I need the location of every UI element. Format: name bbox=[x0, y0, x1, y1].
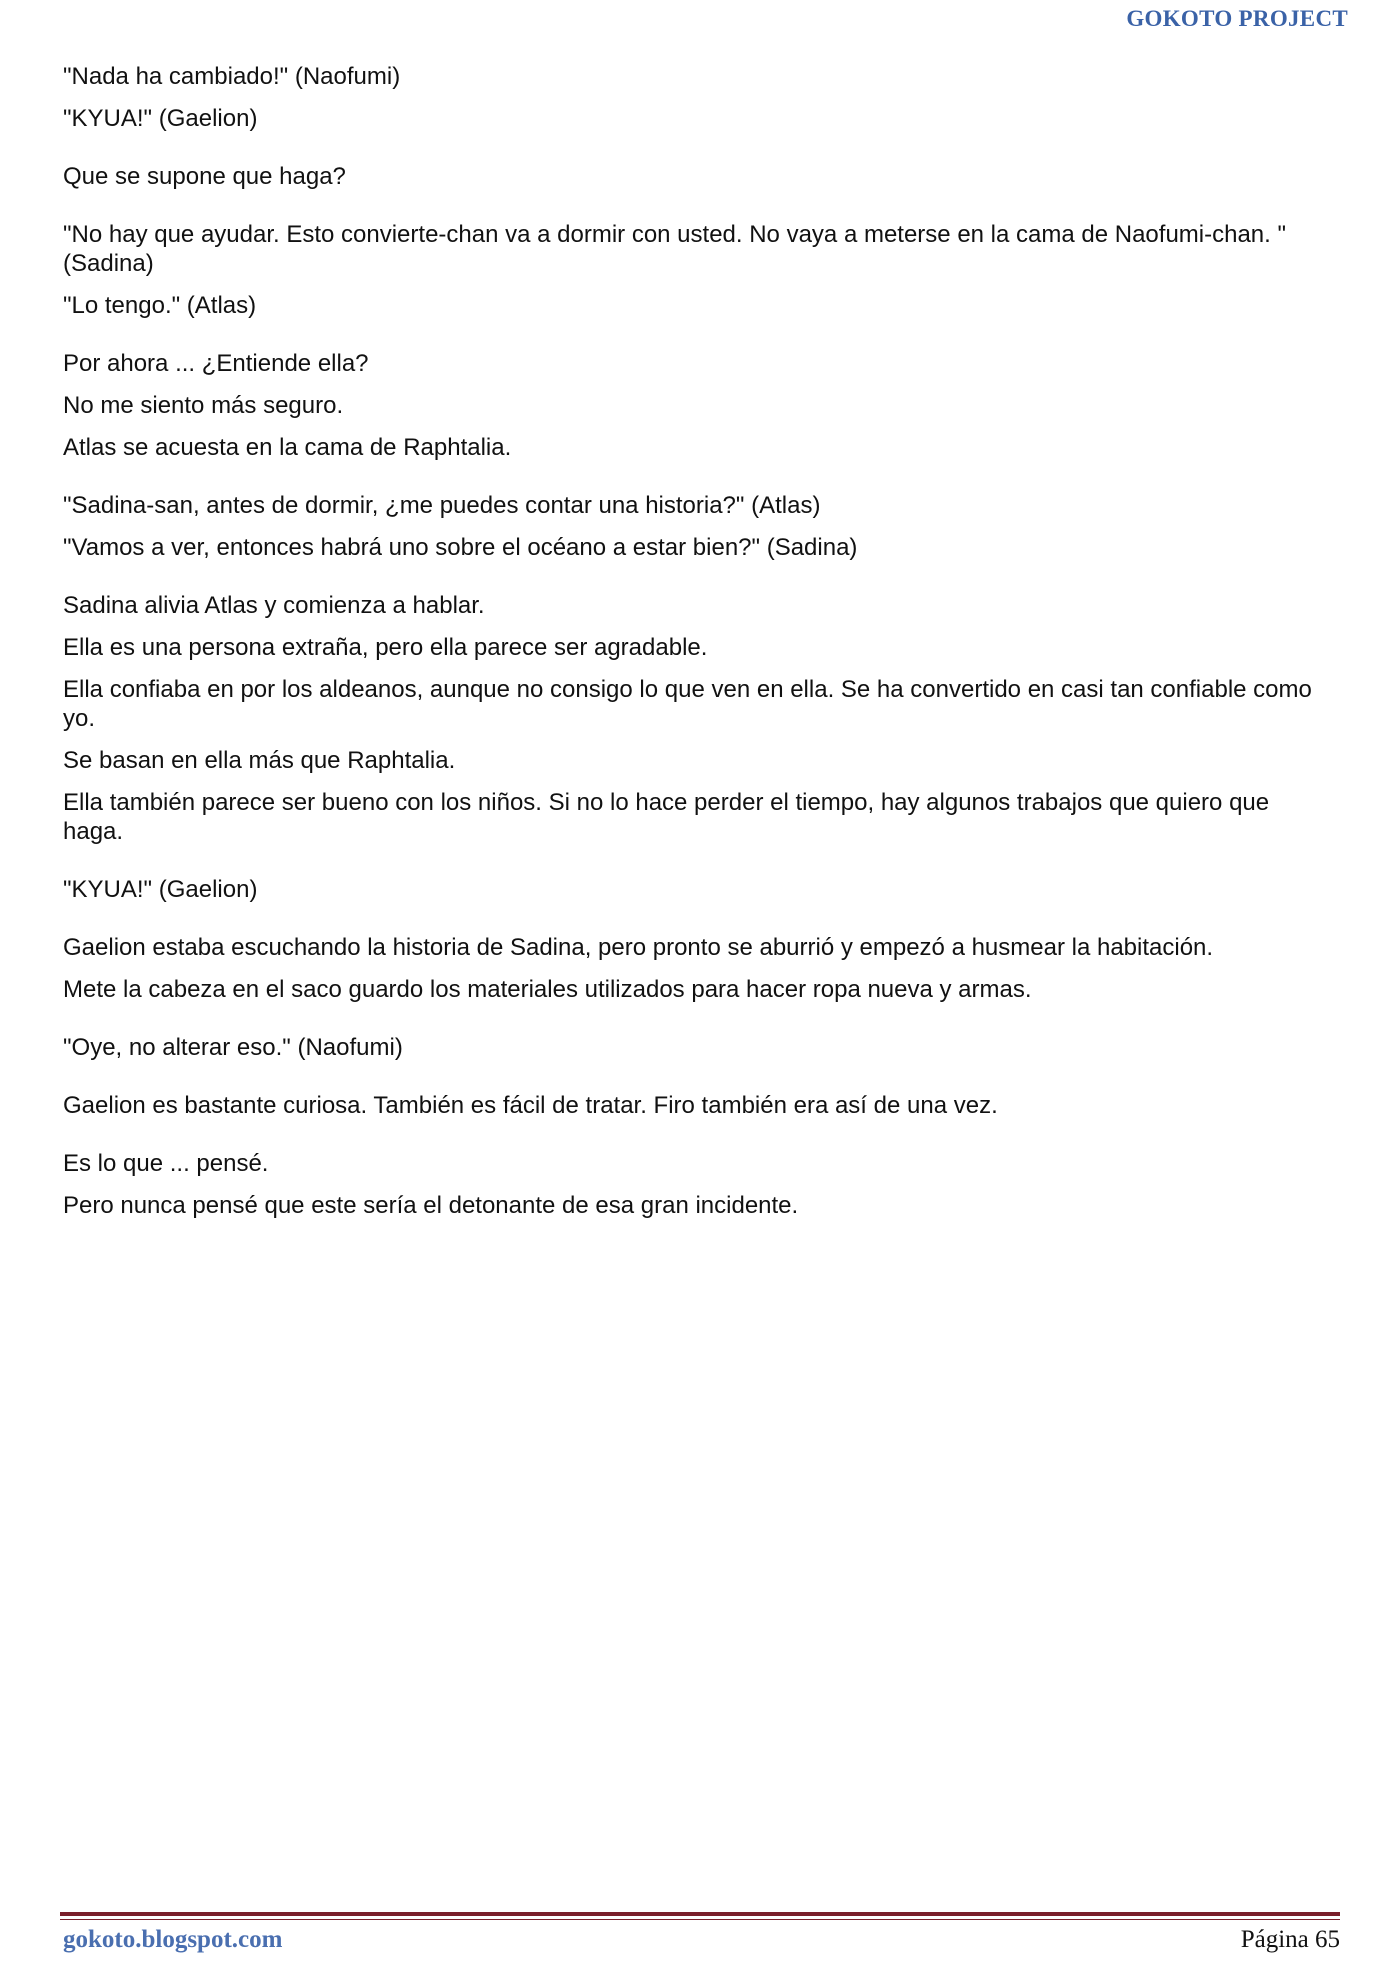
paragraph: "Lo tengo." (Atlas) bbox=[63, 292, 257, 319]
paragraph: Se basan en ella más que Raphtalia. bbox=[63, 747, 456, 774]
paragraph: Mete la cabeza en el saco guardo los materiales utilizados para hacer ropa nueva y armas. bbox=[63, 976, 1032, 1003]
paragraph: No me siento más seguro. bbox=[63, 392, 344, 419]
paragraph: Que se supone que haga? bbox=[63, 163, 346, 190]
footer-blog-link[interactable]: gokoto.blogspot.com bbox=[63, 1926, 283, 1953]
footer-divider bbox=[60, 1912, 1340, 1916]
paragraph: "Vamos a ver, entonces habrá uno sobre el océano a estar bien?" (Sadina) bbox=[63, 534, 858, 561]
paragraph: Sadina alivia Atlas y comienza a hablar. bbox=[63, 592, 485, 619]
paragraph: Ella también parece ser bueno con los niños. Si no lo hace perder el tiempo, hay algunos trabajos que quiero que haga. bbox=[63, 789, 1270, 845]
paragraph: "Nada ha cambiado!" (Naofumi) bbox=[63, 63, 401, 90]
paragraph: Pero nunca pensé que este sería el detonante de esa gran incidente. bbox=[63, 1192, 799, 1219]
paragraph: "Oye, no alterar eso." (Naofumi) bbox=[63, 1034, 403, 1061]
paragraph: Ella confiaba en por los aldeanos, aunque no consigo lo que ven en ella. Se ha convertido en casi tan confiable como yo. bbox=[63, 676, 1312, 732]
footer-divider-thin bbox=[60, 1919, 1340, 1920]
paragraph: "KYUA!" (Gaelion) bbox=[63, 105, 258, 132]
paragraph: Por ahora ... ¿Entiende ella? bbox=[63, 350, 369, 377]
paragraph: Ella es una persona extraña, pero ella parece ser agradable. bbox=[63, 634, 708, 661]
paragraph: "Sadina-san, antes de dormir, ¿me puedes contar una historia?" (Atlas) bbox=[63, 492, 821, 519]
paragraph: Gaelion es bastante curiosa. También es fácil de tratar. Firo también era así de una vez. bbox=[63, 1092, 998, 1119]
paragraph: Es lo que ... pensé. bbox=[63, 1150, 269, 1177]
page-number: Página 65 bbox=[1240, 1926, 1340, 1953]
header-brand: GOKOTO PROJECT bbox=[1126, 6, 1348, 31]
paragraph: "No hay que ayudar. Esto convierte-chan va a dormir con usted. No vaya a meterse en la cama de Naofumi-chan. "(Sadina) bbox=[63, 221, 1287, 277]
paragraph: "KYUA!" (Gaelion) bbox=[63, 876, 258, 903]
page-body bbox=[63, 62, 1335, 1233]
paragraph: Atlas se acuesta en la cama de Raphtalia. bbox=[63, 434, 512, 461]
paragraph: Gaelion estaba escuchando la historia de Sadina, pero pronto se aburrió y empezó a husmear la habitación. bbox=[63, 934, 1214, 961]
